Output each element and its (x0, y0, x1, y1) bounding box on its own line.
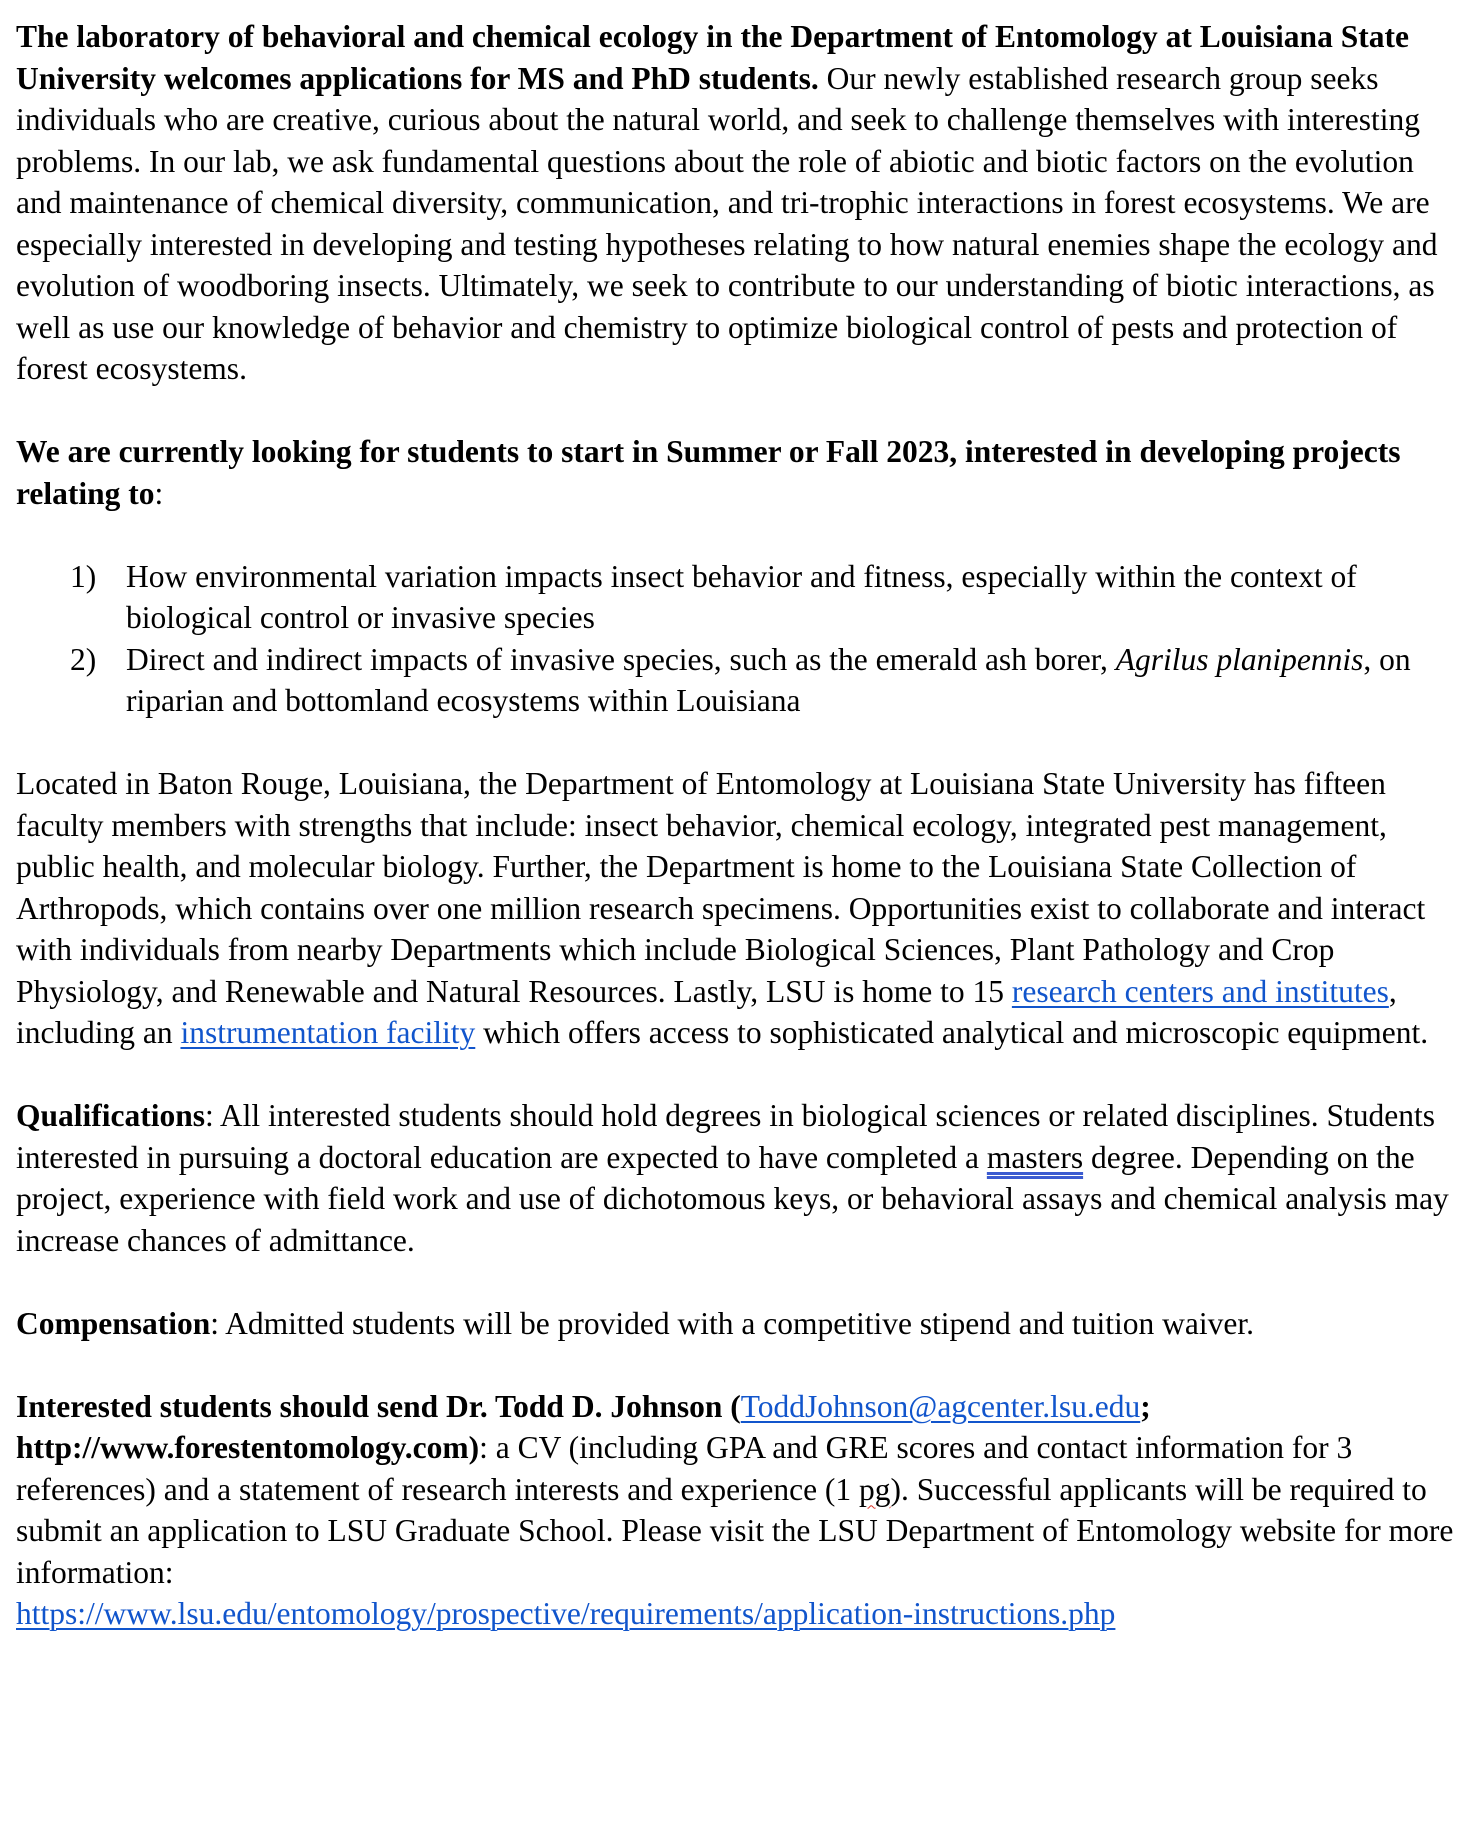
paragraph-gap (16, 1344, 1456, 1386)
instrumentation-facility-link[interactable]: instrumentation facility (180, 1015, 476, 1050)
seeking-colon: : (154, 475, 164, 511)
project-item-2 (16, 639, 1456, 722)
compensation-label: Compensation (16, 1305, 211, 1341)
compensation-text: : Admitted students will be provided with a competitive stipend and tuition waiver. (210, 1305, 1254, 1341)
compensation-paragraph (16, 1303, 1456, 1345)
project-number: 1) (70, 558, 97, 594)
qualifications-label: Qualifications (16, 1098, 206, 1133)
contact-paragraph (16, 1386, 1456, 1635)
intro-lead: The laboratory of behavioral and chemical ecology in the Department of Entomology at Louisiana State University welcomes applications for MS and PhD students. (16, 19, 1409, 96)
seeking-heading: We are currently looking for students to start in Summer or Fall 2023, interested in developing projects relating to (16, 434, 1401, 511)
location-mid: , including an (16, 973, 1397, 1050)
project-text: How environmental variation impacts insect behavior and fitness, especially within the context of biological control or invasive species (126, 558, 1357, 635)
contact-text-after: ). Successful applicants will be required to submit an application to LSU Graduate School. Please visit the LSU Department of Entomology website for more information: (16, 1471, 1454, 1590)
project-list (16, 556, 1456, 722)
project-text-after: , on riparian and bottomland ecosystems within Louisiana (126, 641, 1411, 718)
application-instructions-link[interactable]: https://www.lsu.edu/entomology/prospective/requirements/application-instructions.php (16, 1596, 1116, 1631)
seeking-paragraph (16, 431, 1456, 514)
paragraph-gap (16, 514, 1456, 556)
paragraph-gap (16, 1261, 1456, 1303)
location-end: which offers access to sophisticated analytical and microscopic equipment. (475, 1015, 1429, 1050)
flagged-word[interactable]: masters (986, 1139, 1084, 1175)
qualifications-paragraph (16, 1095, 1456, 1261)
research-centers-link[interactable]: research centers and institutes (1011, 973, 1389, 1009)
qualifications-text-before: : All interested students should hold degrees in biological sciences or related disciplines. Students interested in pursuing a doctoral education are expected to have completed a (16, 1098, 1436, 1175)
intro-body: Our newly established research group seeks individuals who are creative, curious about the natural world, and seek to challenge themselves with interesting problems. In our lab, we ask fundamental questions about the role of abiotic and biotic factors on the evolution and maintenance of chemical diversity, communication, and tri-trophic interactions in forest ecosystems. We are especially interested in developing and testing hypotheses relating to how natural enemies shape the ecology and evolution of woodboring insects. Ultimately, we seek to contribute to our understanding of biotic interactions, as well as use our knowledge of behavior and chemistry to optimize biological control of pests and protection of forest ecosystems. (16, 60, 1438, 386)
paragraph-gap (16, 390, 1456, 432)
spelling-flagged-word[interactable]: pg (859, 1471, 891, 1507)
location-paragraph (16, 763, 1456, 1054)
qualifications-text-after: degree. Depending on the project, experience with field work and use of dichotomous keys, or behavioral assays and chemical analysis may increase chances of admittance. (16, 1139, 1449, 1258)
paragraph-gap (16, 722, 1456, 764)
paragraph-gap (16, 1054, 1456, 1096)
contact-lead: Interested students should send Dr. Todd D. Johnson ( (16, 1388, 741, 1424)
contact-email-link[interactable]: ToddJohnson@agcenter.lsu.edu (740, 1388, 1141, 1424)
document-page (16, 16, 1456, 1635)
project-item-1 (16, 556, 1456, 639)
contact-text-before: : a CV (including GPA and GRE scores and contact information for 3 references) and a statement of research interests and experience (1 (16, 1430, 1353, 1507)
location-text: Located in Baton Rouge, Louisiana, the Department of Entomology at Louisiana State University has fifteen faculty members with strengths that include: insect behavior, chemical ecology, integrated pest management, public health, and molecular biology. Further, the Department is home to the Louisiana State Collection of Arthropods, which contains over one million research specimens. Opportunities exist to collaborate and interact with individuals from nearby Departments which include Biological Sciences, Plant Pathology and Crop Physiology, and Renewable and Natural Resources. Lastly, LSU is home to 15 (16, 766, 1426, 1009)
species-name: Agrilus planipennis (1115, 641, 1364, 677)
contact-website: ; http://www.forestentomology.com) (16, 1388, 1151, 1465)
intro-paragraph (16, 16, 1456, 390)
project-text-before: Direct and indirect impacts of invasive species, such as the emerald ash borer, (126, 641, 1116, 677)
project-number: 2) (70, 641, 97, 677)
